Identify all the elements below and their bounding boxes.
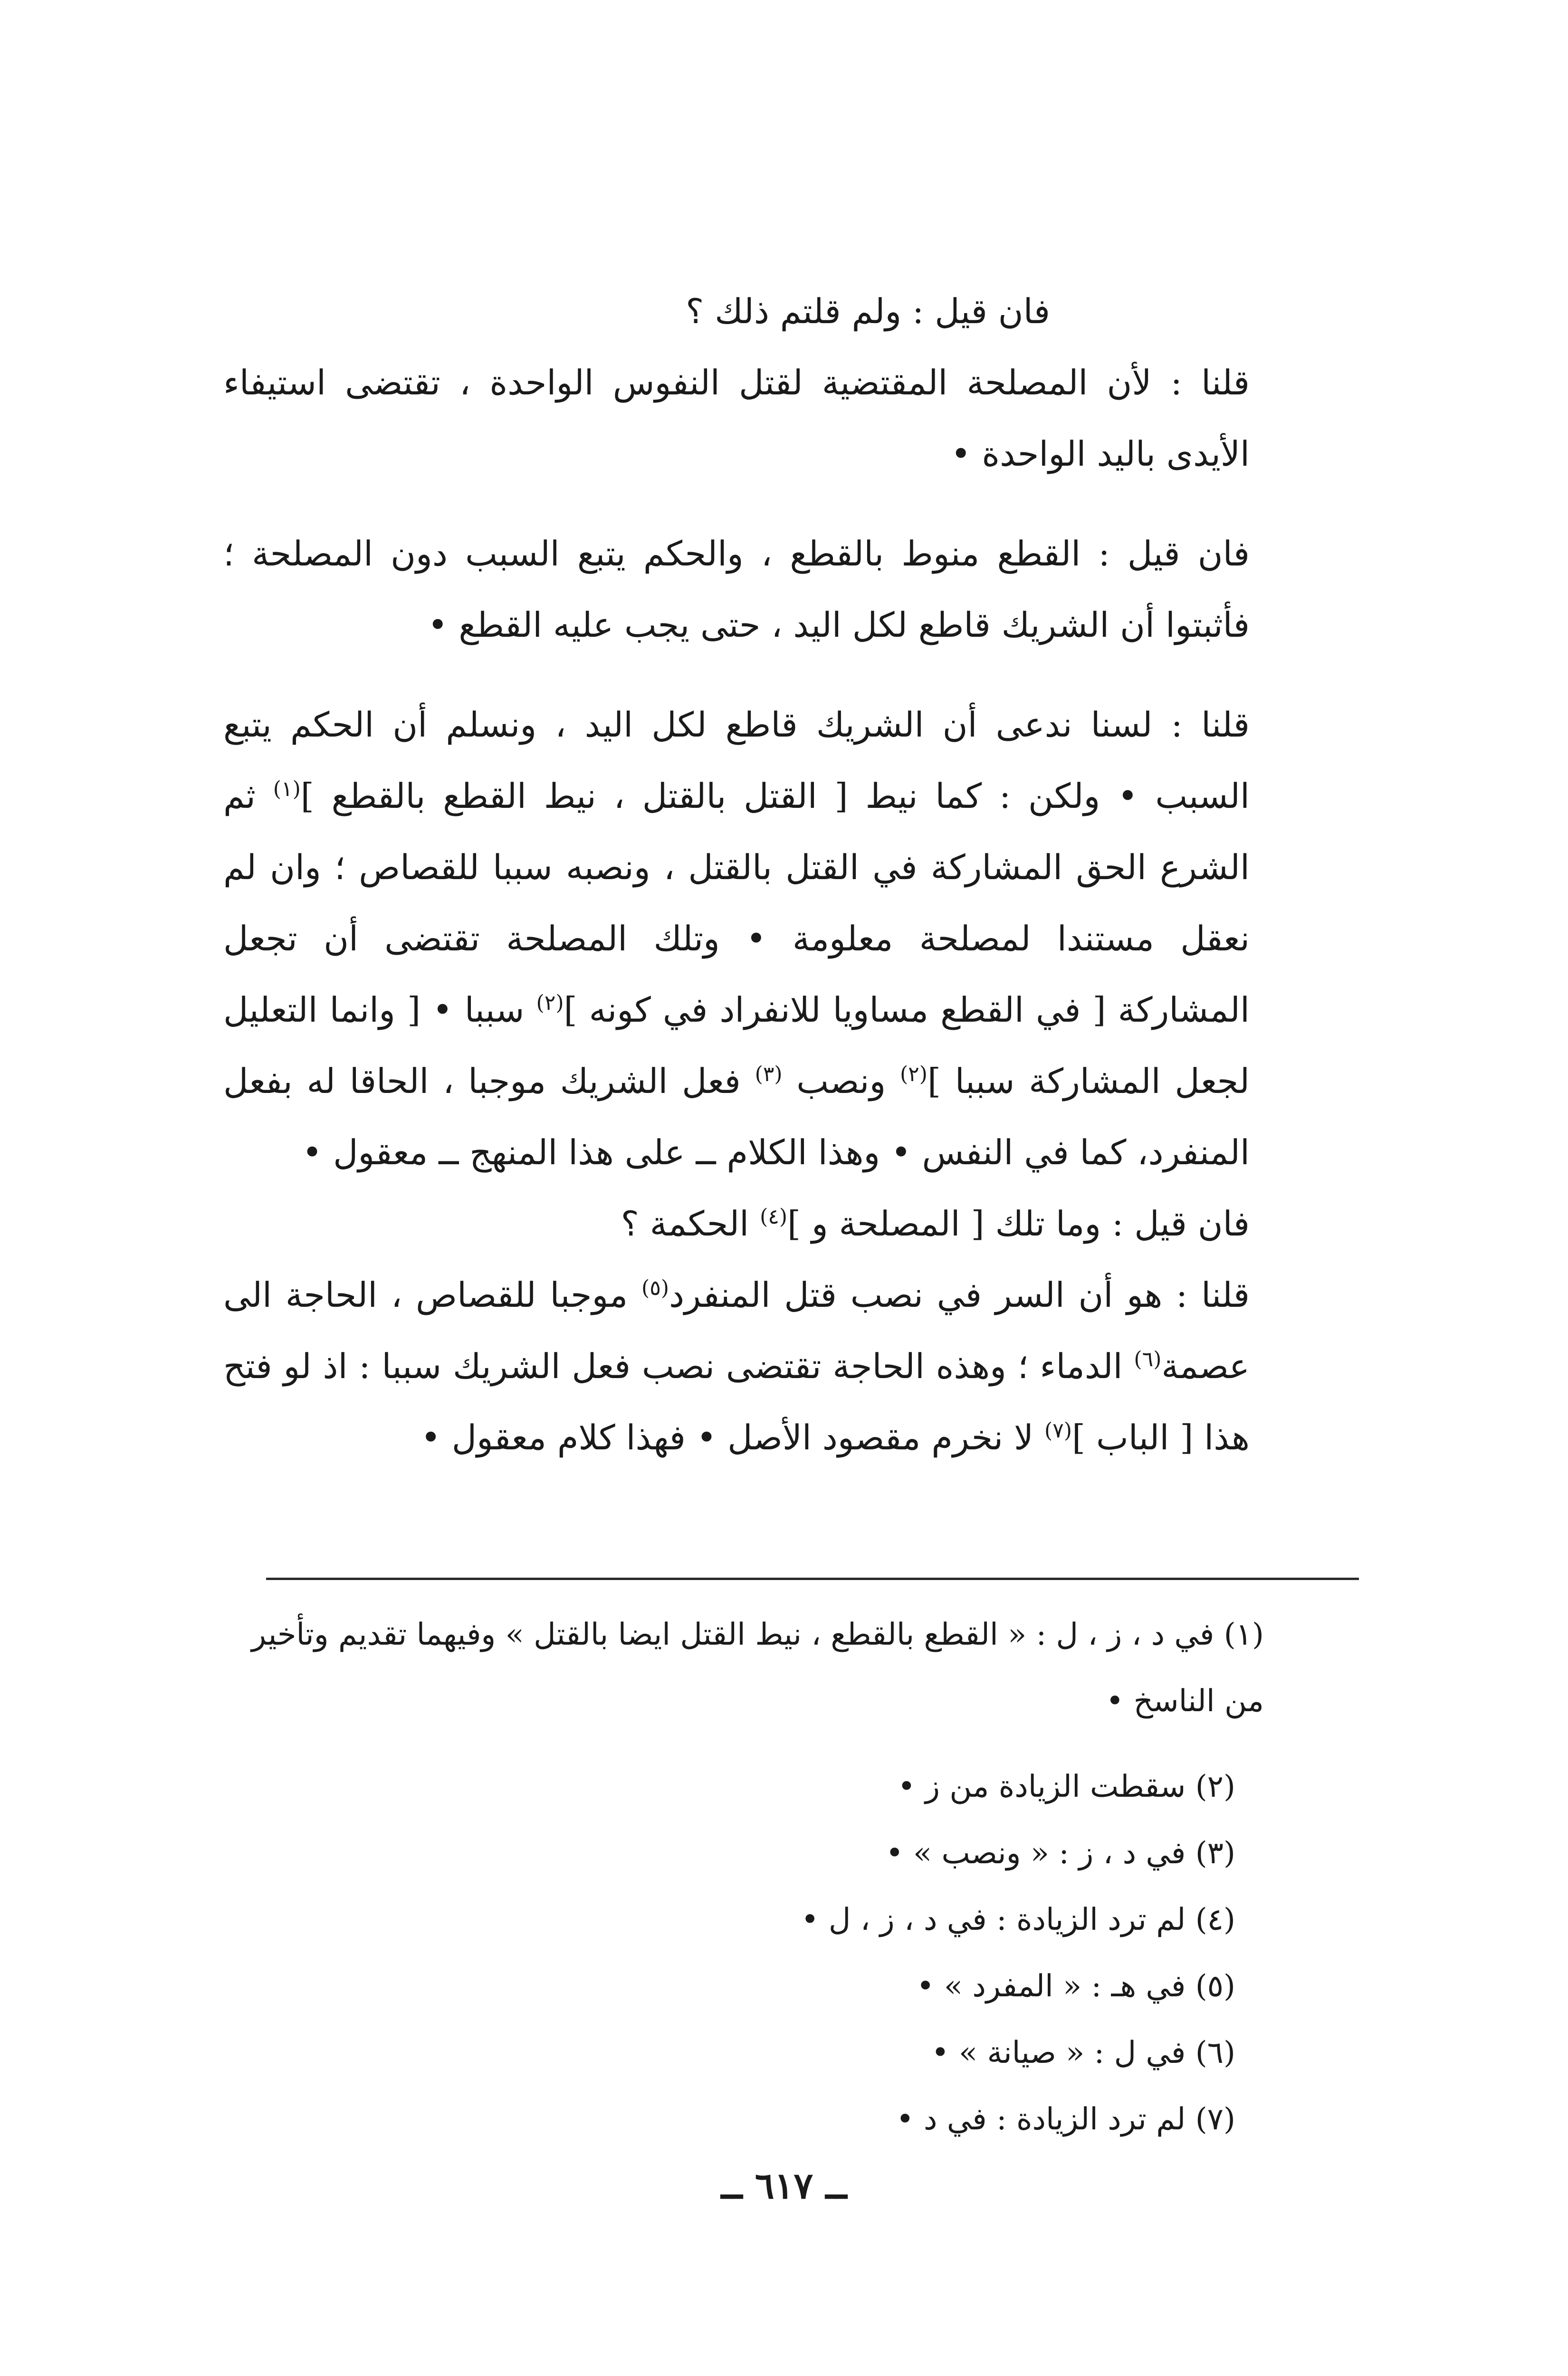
footnote-2: (٢) سقطت الزيادة من ز •	[898, 1769, 1235, 1804]
footnote-3: (٣) في د ، ز : « ونصب » •	[885, 1836, 1235, 1871]
paragraph-question-3	[223, 1188, 1335, 1259]
answer-2-text-a: قلنا : لسنا ندعى أن الشريك قاطع لكل اليد ، ونسلم أن الحكم يتبع السبب • ولكن : كما نيط [ القتل بالقتل ، نيط القطع بالقطع ]	[223, 705, 1250, 816]
answer-2-text-c: سببا • [ وانما التعليل لجعل المشاركة سببا ]	[223, 990, 1250, 1101]
paragraph-question-1: فان قيل : ولم قلتم ذلك ؟	[686, 291, 1050, 331]
main-text	[223, 276, 1335, 1473]
footnote-marker-6: (٦)	[1134, 1347, 1162, 1371]
answer-2-text-e: فعل الشريك موجبا ، الحاقا له بفعل المنفرد، كما في النفس • وهذا الكلام ــ على هذا المنهج ــ معقول •	[223, 1061, 1250, 1172]
paragraph-answer-3	[223, 1259, 1335, 1473]
footnote-1: (١) في د ، ز ، ل : « القطع بالقطع ، نيط القتل ايضا بالقتل » وفيهما تقديم وتأخير من الناسخ •	[251, 1617, 1264, 1719]
page-number: ــ ٦١٧ ــ	[721, 2165, 847, 2207]
footnote-marker-2: (٢)	[536, 991, 564, 1015]
footnote-marker-4: (٤)	[760, 1205, 788, 1229]
footnote-7: (٧) لم ترد الزيادة : في د •	[896, 2102, 1235, 2137]
answer-2-text-d: ونصب	[796, 1061, 886, 1101]
footnotes	[247, 1601, 1292, 2153]
footnote-separator	[266, 1578, 1359, 1580]
paragraph-answer-1: قلنا : لأن المصلحة المقتضية لقتل النفوس الواحدة ، تقتضى استيفاء الأيدى باليد الواحدة •	[223, 363, 1250, 474]
footnote-marker-2b: (٢)	[899, 1062, 927, 1086]
footnote-marker-1: (١)	[273, 777, 301, 801]
footnote-5: (٥) في هـ : « المفرد » •	[916, 1969, 1235, 2004]
answer-2-text-b: ثم الشرع الحق المشاركة في القتل بالقتل ، ونصبه سببا للقصاص ؛ وان لم نعقل مستندا لمصلحة معلومة • وتلك المصلحة تقتضى أن تجعل المشاركة [ في القطع مساويا للانفراد في كونه ]	[223, 776, 1250, 1030]
footnote-marker-7: (٧)	[1044, 1418, 1072, 1443]
footnote-marker-3: (٣)	[755, 1062, 783, 1086]
answer-3-text-d: لا نخرم مقصود الأصل • فهذا كلام معقول •	[421, 1418, 1034, 1457]
answer-3-text-a: قلنا : هو أن السر في نصب قتل المنفرد	[669, 1275, 1250, 1315]
question-3-text-a: فان قيل : وما تلك [ المصلحة و ]	[787, 1204, 1250, 1244]
question-3-text-b: الحكمة ؟	[621, 1204, 749, 1244]
answer-3-text-c: الدماء ؛ وهذه الحاجة تقتضى نصب فعل الشريك سببا : اذ لو فتح هذا [ الباب ]	[223, 1346, 1250, 1457]
answer-3-text-b: موجبا للقصاص ، الحاجة الى عصمة	[223, 1275, 1250, 1386]
footnote-6: (٦) في ل : « صيانة » •	[931, 2035, 1235, 2070]
footnote-4: (٤) لم ترد الزيادة : في د ، ز ، ل •	[801, 1902, 1235, 1937]
footnote-marker-5: (٥)	[641, 1276, 669, 1300]
paragraph-question-2: فان قيل : القطع منوط بالقطع ، والحكم يتبع السبب دون المصلحة ؛ فأثبتوا أن الشريك قاطع لكل اليد ، حتى يجب عليه القطع •	[223, 534, 1250, 645]
footnote-list	[247, 1753, 1292, 2153]
paragraph-answer-2	[223, 689, 1335, 1188]
